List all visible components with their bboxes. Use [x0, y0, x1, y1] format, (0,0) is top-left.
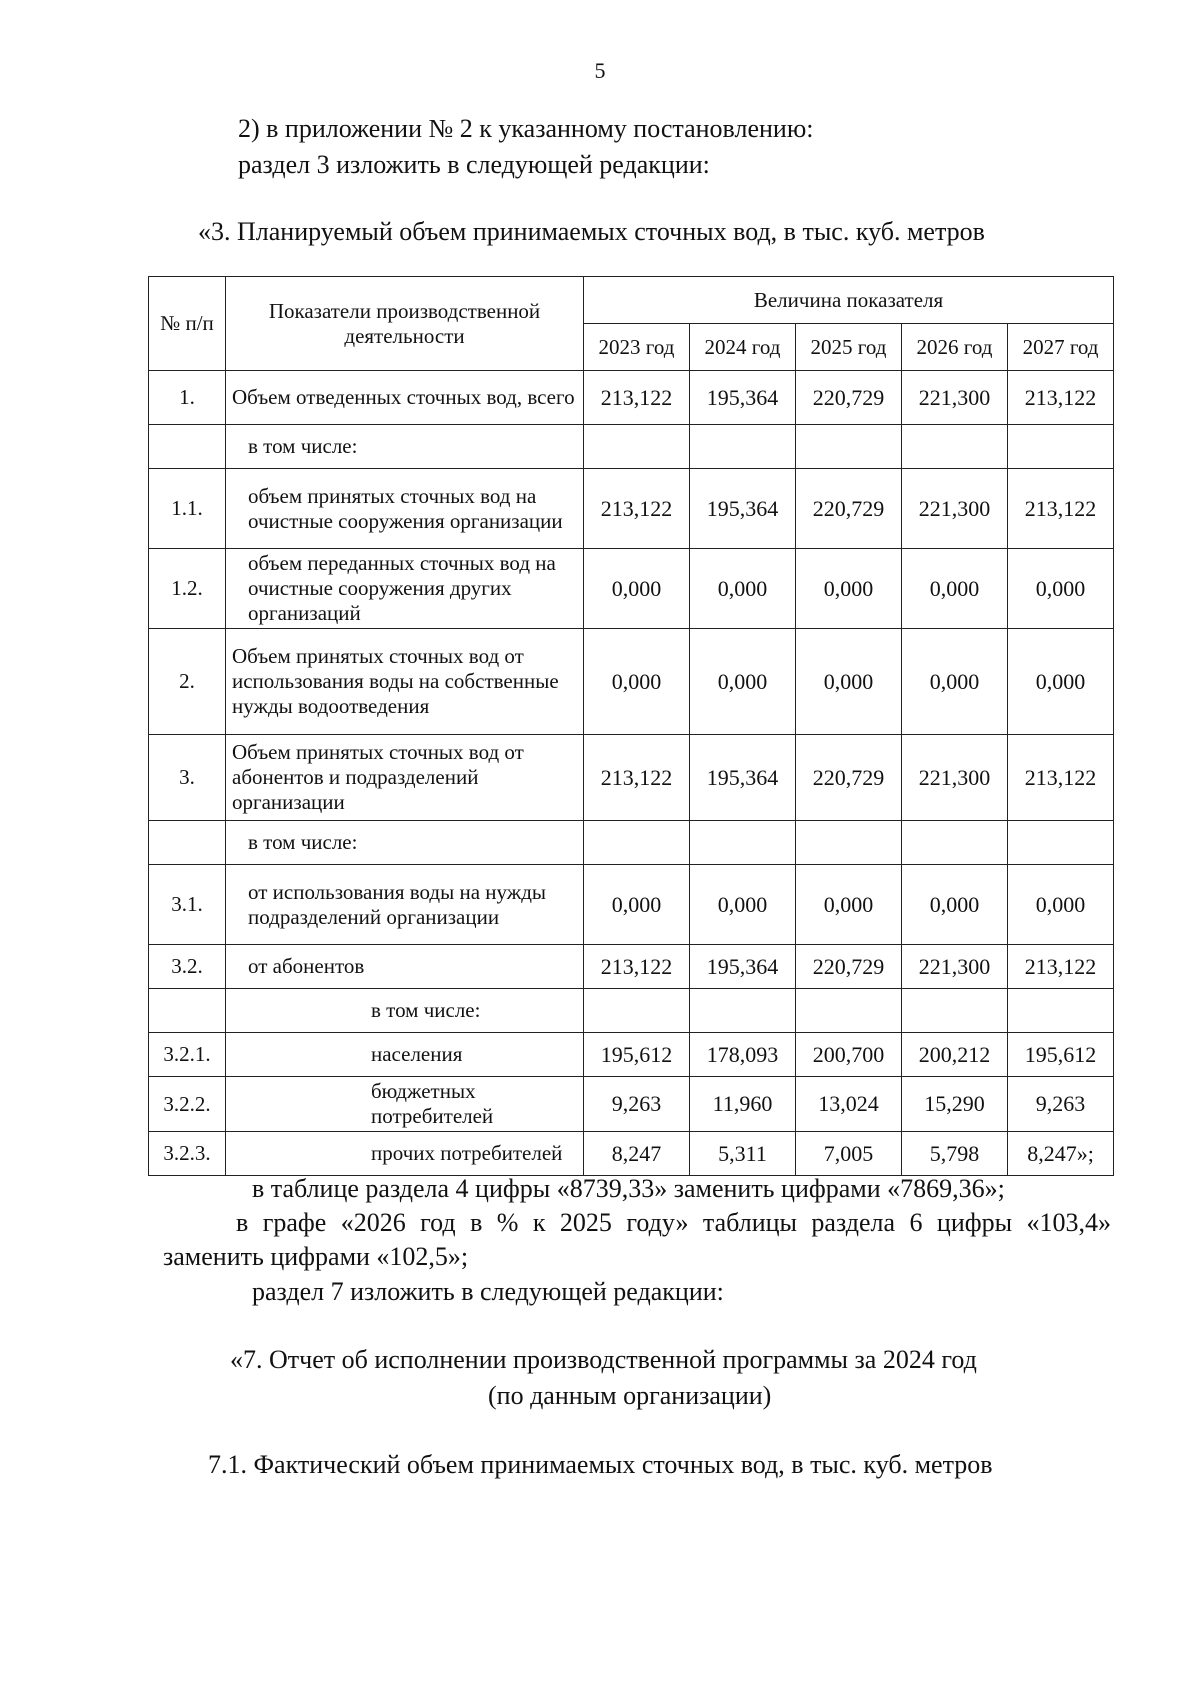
- row-value: 213,122: [584, 735, 690, 821]
- section-7-1-title: 7.1. Фактический объем принимаемых сточных вод, в тыс. куб. метров: [208, 1450, 993, 1479]
- row-value: 200,212: [902, 1033, 1008, 1077]
- row-value: 5,798: [902, 1132, 1008, 1176]
- row-value: 195,364: [690, 371, 796, 425]
- table-body: [149, 371, 1114, 1176]
- row-value: 0,000: [796, 865, 902, 945]
- row-value: 0,000: [902, 549, 1008, 629]
- row-value: 195,364: [690, 735, 796, 821]
- row-value: [1008, 821, 1114, 865]
- row-value: 0,000: [796, 629, 902, 735]
- row-value: [584, 989, 690, 1033]
- row-value: 220,729: [796, 945, 902, 989]
- row-value: [690, 821, 796, 865]
- row-value: 213,122: [1008, 371, 1114, 425]
- row-value: 0,000: [690, 549, 796, 629]
- row-label: в том числе:: [226, 425, 584, 469]
- row-value: 0,000: [1008, 549, 1114, 629]
- row-value: [902, 821, 1008, 865]
- row-value: 0,000: [796, 549, 902, 629]
- row-value: 0,000: [584, 629, 690, 735]
- row-value: [796, 989, 902, 1033]
- row-value: 200,700: [796, 1033, 902, 1077]
- row-value: [1008, 989, 1114, 1033]
- row-value: [796, 425, 902, 469]
- row-number: 1.: [149, 371, 226, 425]
- after-line-1: в таблице раздела 4 цифры «8739,33» заменить цифрами «7869,36»;: [252, 1174, 1005, 1203]
- row-number: [149, 989, 226, 1033]
- row-number: 3.2.2.: [149, 1077, 226, 1132]
- row-value: 0,000: [902, 865, 1008, 945]
- table-row: [149, 549, 1114, 629]
- row-value: 221,300: [902, 469, 1008, 549]
- row-value: 221,300: [902, 945, 1008, 989]
- row-value: 220,729: [796, 469, 902, 549]
- header-year: 2023 год: [584, 324, 690, 371]
- table-row: [149, 425, 1114, 469]
- row-value: 178,093: [690, 1033, 796, 1077]
- row-label: в том числе:: [226, 989, 584, 1033]
- table-row: [149, 989, 1114, 1033]
- header-year: 2024 год: [690, 324, 796, 371]
- intro-line-1: 2) в приложении № 2 к указанному постановлению:: [238, 114, 814, 143]
- table-row: [149, 1077, 1114, 1132]
- row-label: объем принятых сточных вод на очистные сооружения организации: [226, 469, 584, 549]
- row-value: [690, 989, 796, 1033]
- row-value: 0,000: [1008, 629, 1114, 735]
- row-label: бюджетных потребителей: [226, 1077, 584, 1132]
- row-label: от использования воды на нужды подразделений организации: [226, 865, 584, 945]
- row-value: 221,300: [902, 371, 1008, 425]
- row-value: 0,000: [584, 865, 690, 945]
- row-value: 5,311: [690, 1132, 796, 1176]
- planned-volume-table: [148, 276, 1114, 1176]
- row-label: Объем принятых сточных вод от использования воды на собственные нужды водоотведения: [226, 629, 584, 735]
- row-value: 0,000: [584, 549, 690, 629]
- row-value: 0,000: [1008, 865, 1114, 945]
- header-year: 2026 год: [902, 324, 1008, 371]
- row-value: 0,000: [690, 629, 796, 735]
- row-number: 1.2.: [149, 549, 226, 629]
- row-value: 11,960: [690, 1077, 796, 1132]
- header-year: 2027 год: [1008, 324, 1114, 371]
- row-number: 3.2.: [149, 945, 226, 989]
- row-value: 7,005: [796, 1132, 902, 1176]
- after-line-4: раздел 7 изложить в следующей редакции:: [252, 1277, 724, 1306]
- row-value: 213,122: [584, 371, 690, 425]
- row-label: объем переданных сточных вод на очистные сооружения других организаций: [226, 549, 584, 629]
- after-line-3: заменить цифрами «102,5»;: [163, 1242, 469, 1271]
- row-label: населения: [226, 1033, 584, 1077]
- row-value: 213,122: [1008, 469, 1114, 549]
- row-number: [149, 821, 226, 865]
- row-label: в том числе:: [226, 821, 584, 865]
- table-row: [149, 945, 1114, 989]
- row-number: [149, 425, 226, 469]
- row-label: Объем отведенных сточных вод, всего: [226, 371, 584, 425]
- intro-line-2: раздел 3 изложить в следующей редакции:: [238, 150, 710, 179]
- table-row: [149, 865, 1114, 945]
- row-value: 213,122: [584, 945, 690, 989]
- row-value: 213,122: [584, 469, 690, 549]
- header-indicator: Показатели производственной деятельности: [226, 277, 584, 371]
- table-row: [149, 469, 1114, 549]
- header-year: 2025 год: [796, 324, 902, 371]
- row-value: 213,122: [1008, 945, 1114, 989]
- row-value: 8,247: [584, 1132, 690, 1176]
- row-number: 3.2.1.: [149, 1033, 226, 1077]
- row-value: 0,000: [902, 629, 1008, 735]
- row-label: от абонентов: [226, 945, 584, 989]
- table-row: [149, 1033, 1114, 1077]
- row-value: 9,263: [584, 1077, 690, 1132]
- row-value: 220,729: [796, 371, 902, 425]
- table-row: [149, 371, 1114, 425]
- row-label: Объем принятых сточных вод от абонентов и подразделений организации: [226, 735, 584, 821]
- header-num: № п/п: [149, 277, 226, 371]
- row-number: 3.: [149, 735, 226, 821]
- table-row: [149, 735, 1114, 821]
- row-value: [584, 425, 690, 469]
- row-value: 9,263: [1008, 1077, 1114, 1132]
- row-number: 3.2.3.: [149, 1132, 226, 1176]
- row-value: 0,000: [690, 865, 796, 945]
- row-value: 221,300: [902, 735, 1008, 821]
- row-value: [1008, 425, 1114, 469]
- row-label: прочих потребителей: [226, 1132, 584, 1176]
- page-number: 5: [594, 58, 606, 83]
- table-row: [149, 629, 1114, 735]
- row-number: 2.: [149, 629, 226, 735]
- table-row: [149, 1132, 1114, 1176]
- row-number: 1.1.: [149, 469, 226, 549]
- row-value: 195,612: [1008, 1033, 1114, 1077]
- section-3-title: «3. Планируемый объем принимаемых сточных вод, в тыс. куб. метров: [198, 217, 985, 246]
- row-value: 195,364: [690, 469, 796, 549]
- row-value: 15,290: [902, 1077, 1008, 1132]
- row-number: 3.1.: [149, 865, 226, 945]
- row-value: 8,247»;: [1008, 1132, 1114, 1176]
- row-value: 13,024: [796, 1077, 902, 1132]
- table-row: [149, 821, 1114, 865]
- row-value: [796, 821, 902, 865]
- row-value: 195,364: [690, 945, 796, 989]
- row-value: [902, 989, 1008, 1033]
- row-value: 213,122: [1008, 735, 1114, 821]
- row-value: [584, 821, 690, 865]
- header-value-group: Величина показателя: [584, 277, 1114, 324]
- after-line-2: в графе «2026 год в % к 2025 году» таблицы раздела 6 цифры «103,4»: [236, 1208, 1111, 1237]
- row-value: 220,729: [796, 735, 902, 821]
- section-7-title-line-1: «7. Отчет об исполнении производственной программы за 2024 год: [230, 1345, 977, 1374]
- row-value: [690, 425, 796, 469]
- row-value: 195,612: [584, 1033, 690, 1077]
- section-7-title-line-2: (по данным организации): [488, 1381, 772, 1410]
- row-value: [902, 425, 1008, 469]
